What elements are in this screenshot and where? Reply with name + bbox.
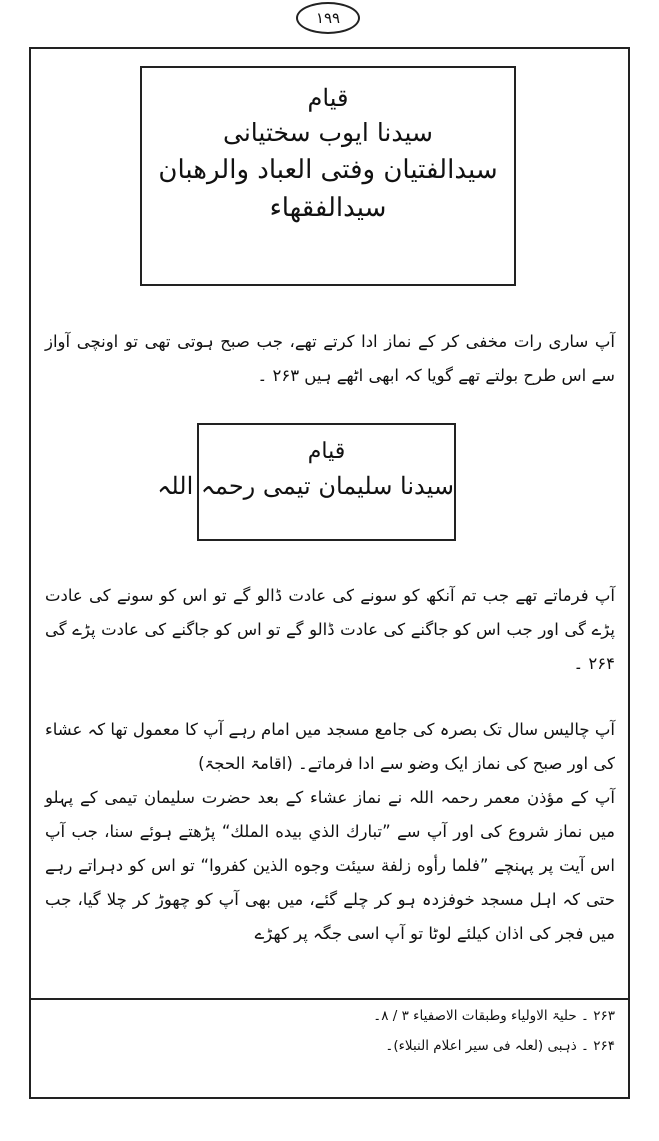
page-number: ۱۹۹ bbox=[296, 2, 360, 34]
footnote-263: ۲۶۳ ۔ حلیۃ الاولیاء وطبقات الاصفیاء ۳ / ۸۔ bbox=[373, 1008, 615, 1024]
paragraph-imam-basra: آپ چالیس سال تک بصرہ کی جامع مسجد میں امام رہے آپ کا معمول تھا کہ عشاء کی اور صبح کی نماز ایک وضو سے ادا فرماتے۔ (اقامۃ الحجۃ) bbox=[45, 720, 615, 773]
paragraph-ayyub: آپ ساری رات مخفی کر کے نماز ادا کرتے تھے، جب صبح ہوتی تھی تو اونچی آواز سے اس طرح بولتے تھے گویا کہ ابھی اٹھے ہیں ۲۶۳ ۔ bbox=[45, 332, 615, 385]
paragraph-sleep-habit: آپ فرماتے تھے جب تم آنکھ کو سونے کی عادت ڈالو گے تو اس کو سونے کی عادت پڑے گی اور جب اس کو جاگنے کی عادت ڈالو گے تو اس کو جاگنے کی عادت پڑے گی ۲۶۴ ۔ bbox=[45, 586, 615, 673]
heading-title: قیام bbox=[307, 84, 349, 112]
heading-name: سیدنا ایوب سختیانی bbox=[222, 118, 434, 147]
heading-epithet-2: سیدالفقهاء bbox=[269, 193, 387, 223]
heading-name: سیدنا سلیمان تیمی رحمہ اللہ bbox=[157, 472, 454, 500]
footnote-divider bbox=[31, 998, 628, 1000]
heading-box-ayyub bbox=[140, 66, 516, 286]
paragraph-muammar: آپ کے مؤذن معمر رحمہ اللہ نے نماز عشاء کے بعد حضرت سلیمان تیمی کے پہلو میں نماز شروع کی اور آپ سے ”تبارك الذي بيده الملك“ پڑھتے ہوئے سنا، جب آپ اس آیت پر پہنچے ”فلما رأوه زلفة سيئت وجوه الذين كفروا“ تو اس کو دہراتے رہے حتی کہ اہل مسجد خوفزدہ ہو کر چلے گئے، میں بھی آپ کو چھوڑ کر چلا گیا، جب میں فجر کی اذان کیلئے لوٹا تو آپ اسی جگہ پر کھڑے bbox=[45, 788, 615, 943]
page-frame bbox=[29, 47, 630, 1099]
heading-box-sulaiman bbox=[157, 423, 456, 541]
heading-epithet: سیدالفتیان وفتی العباد والرهبان bbox=[158, 155, 498, 185]
footnote-264: ۲۶۴ ۔ ذہبی (لعلہ فی سیر اعلام النبلاء)۔ bbox=[385, 1038, 615, 1054]
heading-title: قیام bbox=[307, 439, 346, 464]
